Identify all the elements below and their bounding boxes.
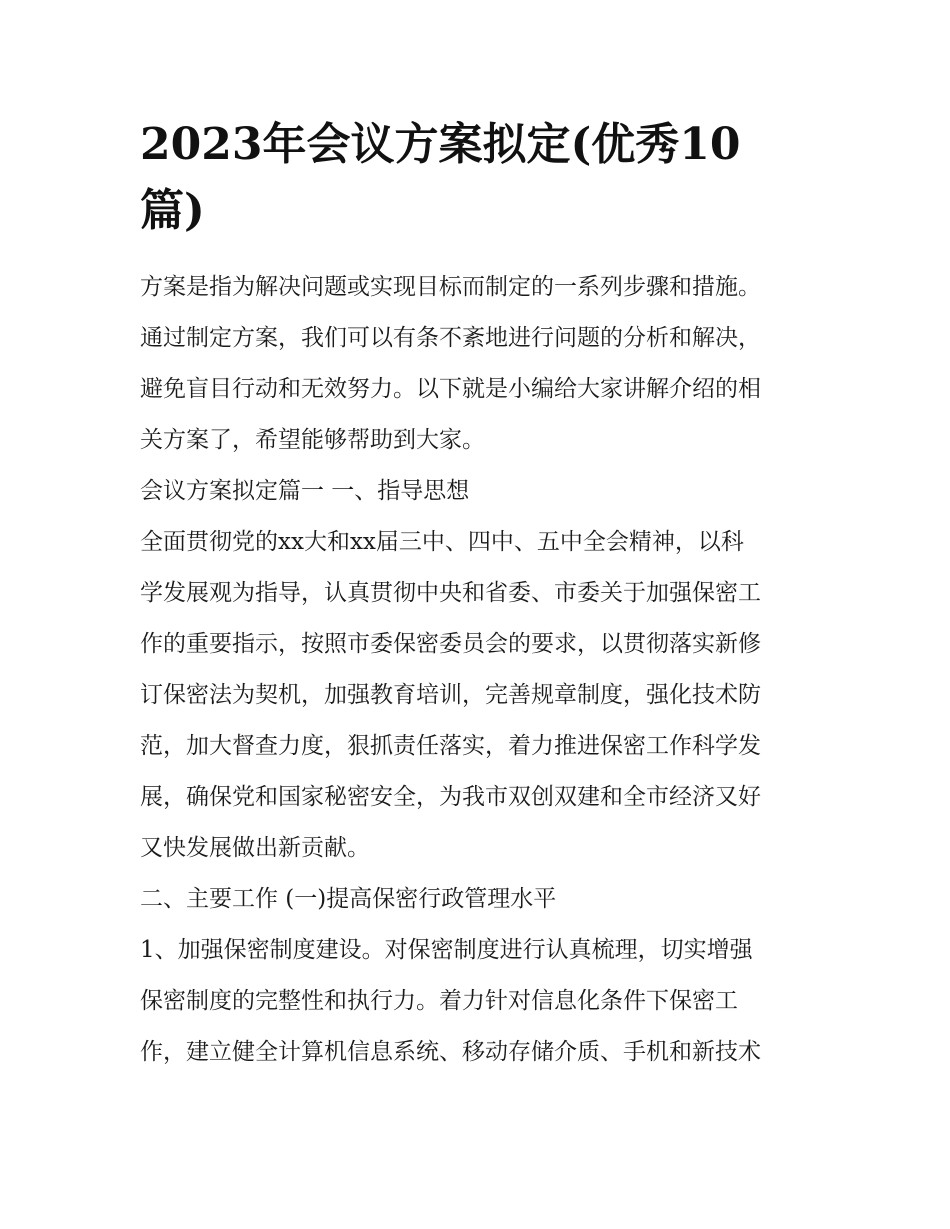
body-line: 全面贯彻党的xx大和xx届三中、四中、五中全会精神，以科 — [140, 529, 744, 555]
body-line: 范，加大督查力度，狠抓责任落实，着力推进保密工作科学发 — [140, 733, 761, 759]
document-body — [140, 262, 820, 1078]
body-line: 通过制定方案，我们可以有条不紊地进行问题的分析和解决， — [140, 325, 761, 351]
body-line: 避免盲目行动和无效努力。以下就是小编给大家讲解介绍的相 — [140, 376, 761, 402]
body-line: 作的重要指示，按照市委保密委员会的要求，以贯彻落实新修 — [140, 631, 761, 657]
body-line: 学发展观为指导，认真贯彻中央和省委、市委关于加强保密工 — [140, 580, 761, 606]
section-heading: 二、主要工作 (一)提高保密行政管理水平 — [140, 886, 557, 912]
document-title — [140, 112, 820, 244]
body-line: 保密制度的完整性和执行力。着力针对信息化条件下保密工 — [140, 988, 738, 1014]
title-line-2: 篇) — [140, 185, 205, 236]
body-line: 关方案了，希望能够帮助到大家。 — [140, 427, 485, 453]
body-line: 订保密法为契机，加强教育培训，完善规章制度，强化技术防 — [140, 682, 761, 708]
section-heading: 会议方案拟定篇一 一、指导思想 — [140, 478, 470, 504]
body-line: 展，确保党和国家秘密安全，为我市双创双建和全市经济又好 — [140, 784, 761, 810]
document-page — [140, 112, 820, 1078]
body-line: 方案是指为解决问题或实现目标而制定的一系列步骤和措施。 — [140, 274, 761, 300]
body-line: 1、加强保密制度建设。对保密制度进行认真梳理，切实增强 — [140, 937, 753, 963]
title-line-1: 2023年会议方案拟定(优秀10 — [140, 119, 741, 170]
body-line: 作，建立健全计算机信息系统、移动存储介质、手机和新技术 — [140, 1039, 761, 1065]
body-line: 又快发展做出新贡献。 — [140, 835, 370, 861]
